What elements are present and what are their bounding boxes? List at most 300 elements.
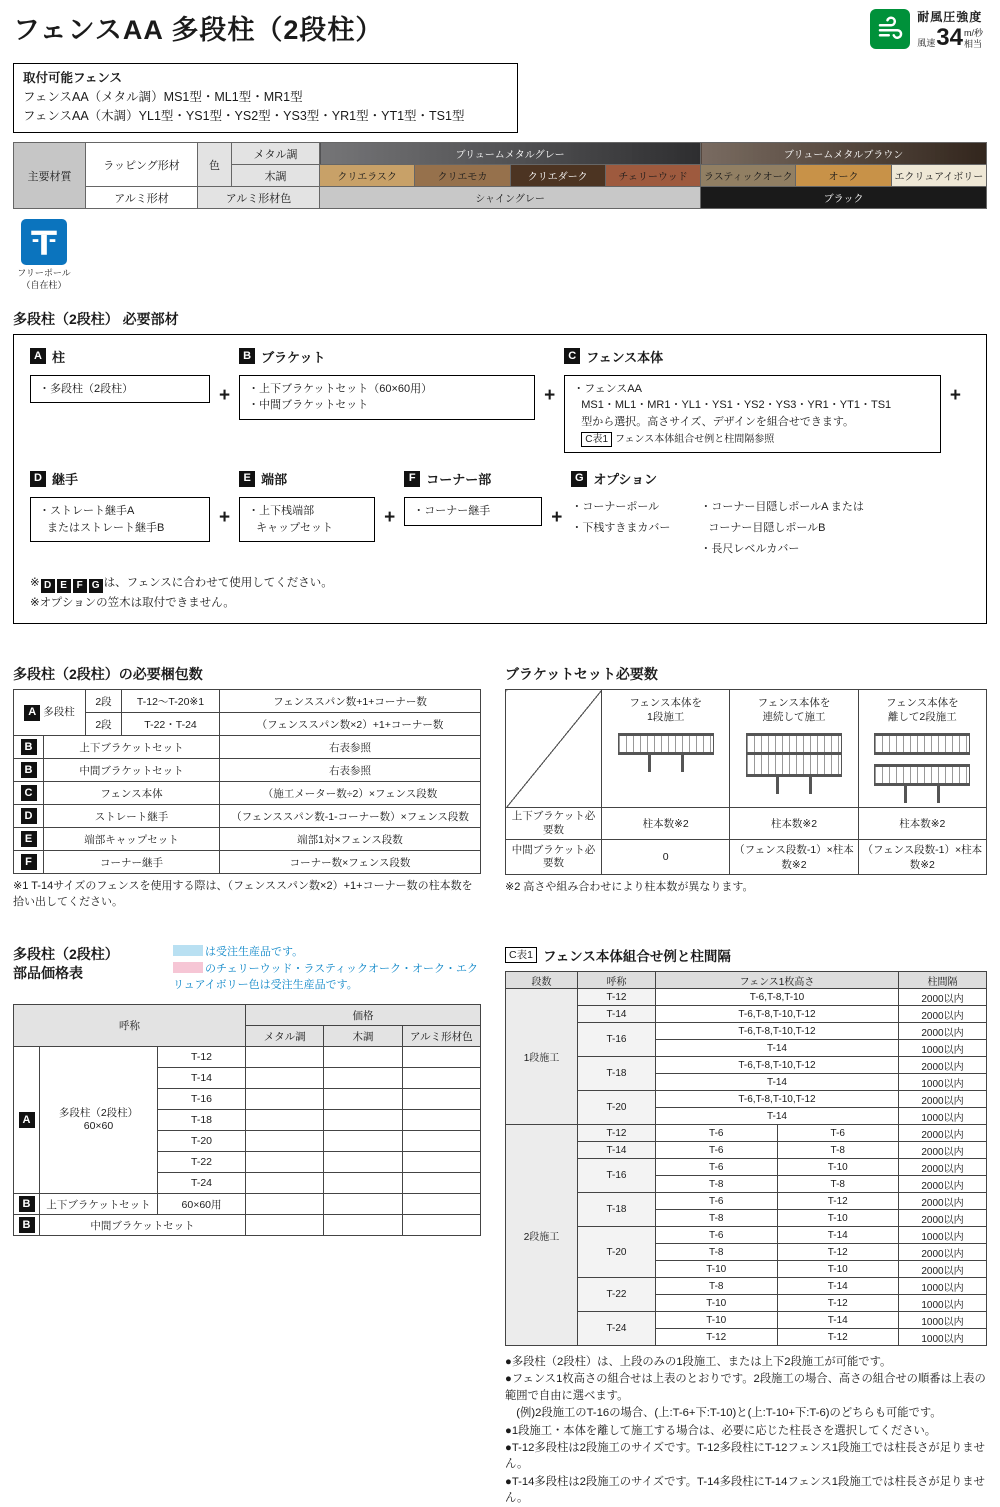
wind-text (917, 8, 983, 50)
price-value-cell (246, 1131, 324, 1152)
part-post-title: 柱 (52, 349, 66, 365)
bracket-col-single: フェンス本体を 1段施工 (602, 690, 730, 808)
package-dan-cell: 2段 (86, 713, 122, 736)
package-badge-cell (14, 782, 44, 805)
note-badge-e: E (57, 579, 71, 593)
footnotes (505, 1354, 987, 1506)
ctable-pitch-cell: 2000以内 (899, 1091, 987, 1108)
bracket-middle-label: 中間ブラケット必要数 (506, 840, 602, 875)
compatible-fence-line-wood: フェンスAA（木調）YL1型・YS1型・YS2型・YS3型・YR1型・YT1型・TS1型 (23, 108, 465, 123)
footnote: (例)2段施工のT-16の場合、(上:T-6+下:T-10)と(上:T-10+下:T-6)のどちらも可能です。 (505, 1407, 942, 1420)
ctable-height-cell: T-14 (656, 1040, 899, 1057)
price-value-cell (246, 1194, 324, 1215)
price-value-cell (402, 1047, 480, 1068)
ctable-pitch-cell: 1000以内 (899, 1040, 987, 1057)
swatch-rustic-oak: ラスティックオーク (701, 165, 796, 187)
package-size-cell: T-12〜T-20※1 (122, 690, 220, 713)
material-row-alumi (14, 187, 987, 209)
ctable-heading: フェンス本体組合せ例と柱間隔 (542, 949, 731, 965)
bracket-updown-row (506, 808, 987, 840)
price-col-name: 呼称 (14, 1005, 246, 1047)
ctable-height-cell: T-14 (656, 1074, 899, 1091)
ctable-row (506, 1142, 987, 1159)
swatch-crea-rusk: クリエラスク (320, 165, 415, 187)
package-dan-cell: 2段 (86, 690, 122, 713)
legend-swatch-pink (173, 962, 203, 973)
ctable-row (506, 1227, 987, 1244)
compatible-fence-line-metal: フェンスAA（メタル調）MS1型・ML1型・MR1型 (23, 89, 303, 104)
ctable-height-cell: T-12 (656, 1329, 778, 1346)
ctable-height-cell: T-6 (656, 1227, 778, 1244)
item-badge: B (21, 762, 37, 778)
fence-diagram-separated (874, 733, 970, 803)
item-badge: D (21, 808, 37, 824)
part-option-items: ・コーナーポール ・下桟すきまカバー ・コーナー目隠しポールA または コーナー目隠しポールB ・長尺レベルカバー (571, 501, 864, 556)
ctable-pitch-cell: 2000以内 (899, 1261, 987, 1278)
swatch-blume-metal-gray: ブリュームメタルグレー (320, 143, 701, 165)
package-row (14, 690, 481, 713)
ctable-row (506, 1125, 987, 1142)
package-a-cell: A 多段柱 (14, 690, 86, 736)
package-label-cell: 中間ブラケットセット (44, 759, 220, 782)
package-row (14, 736, 481, 759)
wind-speed-unit: m/秒 (964, 28, 983, 39)
wind-speed-value: 34 (936, 24, 963, 51)
package-formula-cell: （施工メーター数÷2）×フェンス段数 (220, 782, 481, 805)
ctable-name-cell: T-22 (578, 1278, 656, 1312)
ctable-height-cell: T-6,T-8,T-10 (656, 989, 899, 1006)
price-value-cell (246, 1173, 324, 1194)
price-item-cell: T-16 (158, 1089, 246, 1110)
swatch-shine-gray: シャイングレー (320, 187, 701, 209)
alumi-color-label: アルミ形材色 (198, 187, 320, 209)
package-badge-cell (14, 828, 44, 851)
part-fence-body (564, 347, 941, 454)
price-item-cell: T-12 (158, 1047, 246, 1068)
ctable-col-name: 呼称 (578, 972, 656, 989)
package-badge-cell (14, 736, 44, 759)
bracket-middle-value: 0 (602, 840, 730, 875)
freepole-mark (13, 219, 75, 291)
ctable-col-dan: 段数 (506, 972, 578, 989)
package-badge-cell (14, 805, 44, 828)
ctable-height-cell: T-12 (777, 1295, 899, 1312)
part-fence-body-box: ・フェンスAA MS1・ML1・MR1・YL1・YS1・YS2・YS3・YR1・YT1・TS1 型から選択。高さサイズ、デザインを組合せできます。 C表1 フェンス本体組合せ例と柱間隔参照 (564, 375, 941, 454)
main-material-label: 主要材質 (14, 143, 86, 209)
ctable-height-cell: T-8 (777, 1142, 899, 1159)
part-end-title: 端部 (261, 472, 288, 488)
ctable-height-cell: T-10 (656, 1261, 778, 1278)
ctable-height-cell: T-6 (777, 1125, 899, 1142)
item-badge-a: A (30, 348, 46, 364)
price-value-cell (246, 1089, 324, 1110)
item-badge-d: D (30, 471, 46, 487)
ctable-dan-cell: 1段施工 (506, 989, 578, 1125)
price-value-cell (246, 1047, 324, 1068)
ctable-pitch-cell: 2000以内 (899, 1176, 987, 1193)
material-row-metal (14, 143, 987, 165)
price-value-cell (402, 1089, 480, 1110)
package-size-cell: T-22・T-24 (122, 713, 220, 736)
freepole-icon (21, 219, 67, 265)
fence-diagram-stacked (746, 733, 842, 794)
wood-tone-label: 木調 (232, 165, 320, 187)
package-badge-cell (14, 851, 44, 874)
package-row (14, 759, 481, 782)
ctable-height-cell: T-12 (777, 1244, 899, 1261)
fence-diagram-single (618, 733, 714, 772)
price-value-cell (324, 1131, 402, 1152)
ctable-reference-badge: C表1 (581, 432, 612, 447)
ctable-row (506, 1091, 987, 1108)
package-label-cell: フェンス本体 (44, 782, 220, 805)
ctable-name-cell: T-18 (578, 1193, 656, 1227)
ctable-pitch-cell: 1000以内 (899, 1295, 987, 1312)
ctable-reference: C表1 フェンス本体組合せ例と柱間隔参照 (573, 432, 932, 447)
price-value-cell (324, 1110, 402, 1131)
price-badge-cell (14, 1194, 40, 1215)
part-end-box: ・上下桟端部 キャップセット (239, 497, 375, 542)
footnote: ●T-12多段柱は2段施工のサイズです。T-12多段柱にT-12フェンス1段施工では柱長さが足りません。 (505, 1441, 985, 1471)
item-badge-g: G (571, 471, 587, 487)
bracket-middle-value: （フェンス段数-1）×柱本数※2 (730, 840, 858, 875)
ctable-badge: C表1 (505, 947, 537, 963)
legend-made-to-order: は受注生産品です。 (173, 945, 481, 960)
footnote: ●1段施工・本体を離して施工する場合は、必要に応じた柱長さを選択してください。 (505, 1424, 937, 1437)
price-badge-cell (14, 1047, 40, 1194)
price-value-cell (246, 1068, 324, 1089)
item-badge: B (19, 1196, 35, 1212)
swatch-black: ブラック (701, 187, 987, 209)
bracket-updown-value: 柱本数※2 (602, 808, 730, 840)
price-row (14, 1194, 481, 1215)
item-badge: A (19, 1112, 35, 1128)
item-badge: B (21, 739, 37, 755)
part-option (571, 469, 970, 560)
ctable-height-cell: T-10 (777, 1210, 899, 1227)
price-name-cell: 上下ブラケットセット (40, 1194, 158, 1215)
price-value-cell (324, 1089, 402, 1110)
parts-note-2: ※オプションの笠木は取付できません。 (30, 597, 235, 610)
ctable-height-cell: T-6,T-8,T-10,T-12 (656, 1057, 899, 1074)
ctable-pitch-cell: 1000以内 (899, 1074, 987, 1091)
swatch-ecru-ivory: エクリュアイボリー (891, 165, 986, 187)
item-badge: F (21, 854, 37, 870)
price-col-wood: 木調 (324, 1026, 402, 1047)
package-formula-cell: 右表参照 (220, 736, 481, 759)
compatible-fence-box (13, 63, 518, 133)
package-note: ※1 T-14サイズのフェンスを使用する際は、（フェンススパン数×2）+1+コーナー数の柱本数を拾い出してください。 (13, 880, 473, 909)
bracket-updown-value: 柱本数※2 (858, 808, 986, 840)
ctable-pitch-cell: 1000以内 (899, 1108, 987, 1125)
plus-sign: + (949, 384, 961, 406)
part-end (239, 469, 375, 542)
price-value-cell (246, 1215, 324, 1236)
ctable-height-cell: T-6,T-8,T-10,T-12 (656, 1006, 899, 1023)
price-value-cell (324, 1173, 402, 1194)
ctable-height-cell: T-10 (777, 1261, 899, 1278)
part-joint (30, 469, 210, 542)
ctable-height-cell: T-14 (777, 1227, 899, 1244)
ctable-name-cell: T-24 (578, 1312, 656, 1346)
ctable-name-cell: T-12 (578, 989, 656, 1006)
ctable-pitch-cell: 2000以内 (899, 1193, 987, 1210)
ctable-name-cell: T-14 (578, 1006, 656, 1023)
ctable-row (506, 1006, 987, 1023)
part-bracket-box: ・上下ブラケットセット（60×60用） ・中間ブラケットセット (239, 375, 535, 420)
ctable-pitch-cell: 2000以内 (899, 1057, 987, 1074)
price-heading: 多段柱（2段柱） 部品価格表 (13, 946, 119, 981)
part-post (30, 347, 210, 404)
ctable-height-cell: T-8 (777, 1176, 899, 1193)
ctable-height-cell: T-6 (656, 1142, 778, 1159)
ctable-row (506, 1193, 987, 1210)
price-value-cell (402, 1173, 480, 1194)
ctable-pitch-cell: 1000以内 (899, 1227, 987, 1244)
material-color-table (13, 142, 987, 209)
bracket-header-row (506, 690, 987, 808)
item-badge-b: B (239, 348, 255, 364)
wind-strength-label: 耐風圧強度 (917, 10, 983, 24)
wind-speed-prefix: 風速 (917, 38, 936, 48)
ctable-name-cell: T-16 (578, 1023, 656, 1057)
item-badge: B (19, 1217, 35, 1233)
price-value-cell (246, 1110, 324, 1131)
part-corner (404, 469, 542, 526)
ctable-pitch-cell: 2000以内 (899, 1023, 987, 1040)
ctable-name-cell: T-20 (578, 1227, 656, 1278)
price-value-cell (402, 1194, 480, 1215)
metal-tone-label: メタル調 (232, 143, 320, 165)
footnote: ●T-14多段柱は2段施工のサイズです。T-14多段柱にT-14フェンス1段施工では柱長さが足りません。 (505, 1475, 985, 1505)
ctable-pitch-cell: 1000以内 (899, 1312, 987, 1329)
footnote: ●フェンス1枚高さの組合せは上表のとおりです。2段施工の場合、高さの組合せの順番は上表の範囲で自由に選べます。 (505, 1373, 986, 1402)
ctable-height-cell: T-6,T-8,T-10,T-12 (656, 1023, 899, 1040)
price-name-cell: 中間ブラケットセット (40, 1215, 246, 1236)
price-item-cell: T-18 (158, 1110, 246, 1131)
required-parts-box (13, 334, 987, 624)
swatch-crea-dark: クリエダーク (510, 165, 605, 187)
price-value-cell (324, 1068, 402, 1089)
parts-note-1: ※ D E F G は、フェンスに合わせて使用してください。 (30, 576, 333, 591)
ctable-row (506, 1312, 987, 1329)
ctable-header-row (506, 972, 987, 989)
package-badge-cell (14, 759, 44, 782)
ctable-height-cell: T-10 (656, 1295, 778, 1312)
parts-section-heading: 多段柱（2段柱） 必要部材 (13, 310, 179, 327)
ctable-height-cell: T-10 (777, 1159, 899, 1176)
ctable-row (506, 1023, 987, 1040)
legend-swatch-blue (173, 945, 203, 956)
ctable-name-cell: T-18 (578, 1057, 656, 1091)
alumi-material-label: アルミ形材 (86, 187, 198, 209)
price-value-cell (402, 1110, 480, 1131)
ctable-height-cell: T-14 (656, 1108, 899, 1125)
price-value-cell (324, 1215, 402, 1236)
ctable-pitch-cell: 2000以内 (899, 1142, 987, 1159)
ctable-pitch-cell: 2000以内 (899, 1125, 987, 1142)
ctable-row (506, 1159, 987, 1176)
ctable-height-cell: T-8 (656, 1244, 778, 1261)
ctable-col-pitch: 柱間隔 (899, 972, 987, 989)
swatch-cherry-wood: チェリーウッド (605, 165, 700, 187)
page-header (13, 8, 987, 50)
ctable-pitch-cell: 2000以内 (899, 1244, 987, 1261)
swatch-oak: オーク (796, 165, 891, 187)
price-badge-cell (14, 1215, 40, 1236)
ctable-height-cell: T-6 (656, 1193, 778, 1210)
wind-resistance-badge (870, 8, 987, 50)
part-joint-title: 継手 (52, 472, 79, 488)
bracket-count-heading: ブラケットセット必要数 (505, 666, 658, 683)
bracket-col-continuous: フェンス本体を 連続して施工 (730, 690, 858, 808)
bracket-count-section (505, 664, 987, 896)
ctable-name-cell: T-16 (578, 1159, 656, 1193)
note-badge-g: G (89, 579, 103, 593)
plus-sign: + (219, 384, 231, 406)
price-item-cell: T-14 (158, 1068, 246, 1089)
combination-section (505, 945, 987, 1507)
part-fence-body-title: フェンス本体 (586, 349, 664, 365)
part-joint-box: ・ストレート継手A またはストレート継手B (30, 497, 210, 542)
ctable-height-cell: T-6 (656, 1159, 778, 1176)
ctable-height-cell: T-8 (656, 1210, 778, 1227)
package-formula-cell: （フェンススパン数×2）+1+コーナー数 (220, 713, 481, 736)
package-label-cell: ストレート継手 (44, 805, 220, 828)
note-badge-d: D (41, 579, 55, 593)
bracket-middle-value: （フェンス段数-1）×柱本数※2 (858, 840, 986, 875)
combination-table (505, 971, 987, 1346)
ctable-row (506, 1057, 987, 1074)
price-col-alumi: アルミ形材色 (402, 1026, 480, 1047)
wind-speed-suffix: 相当 (964, 38, 983, 49)
package-count-section (13, 664, 481, 911)
ctable-height-cell: T-6,T-8,T-10,T-12 (656, 1091, 899, 1108)
part-option-title: オプション (593, 472, 658, 488)
price-table (13, 1004, 481, 1236)
price-section (13, 945, 481, 1236)
package-formula-cell: コーナー数×フェンス段数 (220, 851, 481, 874)
item-badge-c: C (564, 348, 580, 364)
item-badge: A (24, 705, 40, 721)
package-row (14, 782, 481, 805)
ctable-height-cell: T-14 (777, 1278, 899, 1295)
swatch-blume-metal-brown: ブリュームメタルブラウン (701, 143, 987, 165)
ctable-pitch-cell: 2000以内 (899, 989, 987, 1006)
bracket-count-table (505, 689, 987, 875)
ctable-height-cell: T-8 (656, 1176, 778, 1193)
price-value-cell (324, 1194, 402, 1215)
package-row (14, 851, 481, 874)
part-bracket-title: ブラケット (261, 349, 326, 365)
ctable-title (505, 945, 987, 965)
plus-sign: + (219, 507, 231, 529)
package-formula-cell: フェンススパン数+1+コーナー数 (220, 690, 481, 713)
ctable-height-cell: T-10 (656, 1312, 778, 1329)
ctable-name-cell: T-12 (578, 1125, 656, 1142)
bracket-updown-value: 柱本数※2 (730, 808, 858, 840)
bracket-middle-row (506, 840, 987, 875)
ctable-pitch-cell: 1000以内 (899, 1278, 987, 1295)
item-badge-e: E (239, 471, 255, 487)
package-count-heading: 多段柱（2段柱）の必要梱包数 (13, 666, 203, 683)
ctable-pitch-cell: 1000以内 (899, 1329, 987, 1346)
page-title: フェンスAA 多段柱（2段柱） (13, 15, 384, 45)
bracket-col-separated: フェンス本体を 離して2段施工 (858, 690, 986, 808)
item-badge: C (21, 785, 37, 801)
package-label-cell: 端部キャップセット (44, 828, 220, 851)
plus-sign: + (384, 507, 396, 529)
part-post-box: ・多段柱（2段柱） (30, 375, 210, 404)
swatch-crea-mocha: クリエモカ (415, 165, 510, 187)
price-item-cell: 60×60用 (158, 1194, 246, 1215)
price-value-cell (324, 1047, 402, 1068)
price-value-cell (324, 1152, 402, 1173)
package-formula-cell: （フェンススパン数-1-コーナー数）×フェンス段数 (220, 805, 481, 828)
price-row (14, 1047, 481, 1068)
ctable-row (506, 1278, 987, 1295)
ctable-height-cell: T-8 (656, 1278, 778, 1295)
package-row (14, 805, 481, 828)
ctable-pitch-cell: 2000以内 (899, 1210, 987, 1227)
price-value-cell (402, 1068, 480, 1089)
price-name-cell: 多段柱（2段柱） 60×60 (40, 1047, 158, 1194)
ctable-height-cell: T-14 (777, 1312, 899, 1329)
package-label-cell: コーナー継手 (44, 851, 220, 874)
bracket-note: ※2 高さや組み合わせにより柱本数が異なります。 (505, 881, 754, 894)
ctable-row (506, 989, 987, 1006)
item-badge-f: F (404, 471, 420, 487)
freepole-label: フリーポール （自在柱） (17, 268, 71, 290)
price-col-price: 価格 (246, 1005, 481, 1026)
ctable-height-cell: T-6 (656, 1125, 778, 1142)
bracket-updown-label: 上下ブラケット必要数 (506, 808, 602, 840)
part-corner-box: ・コーナー継手 (404, 497, 542, 526)
parts-notes (30, 573, 970, 613)
package-formula-cell: 右表参照 (220, 759, 481, 782)
price-legend (173, 945, 481, 995)
price-value-cell (402, 1131, 480, 1152)
price-row (14, 1215, 481, 1236)
price-value-cell (246, 1152, 324, 1173)
plus-sign: + (544, 384, 556, 406)
ctable-pitch-cell: 2000以内 (899, 1006, 987, 1023)
price-header-row (14, 1005, 481, 1026)
part-bracket (239, 347, 535, 420)
ctable-dan-cell: 2段施工 (506, 1125, 578, 1346)
legend-wood-colors: のチェリーウッド・ラスティックオーク・オーク・エクリュアイボリー色は受注生産品です。 (173, 963, 479, 991)
package-row (14, 828, 481, 851)
part-corner-title: コーナー部 (426, 472, 492, 488)
package-formula-cell: 端部1対×フェンス段数 (220, 828, 481, 851)
ctable-col-height: フェンス1枚高さ (656, 972, 899, 989)
ctable-pitch-cell: 2000以内 (899, 1159, 987, 1176)
ctable-height-cell: T-12 (777, 1193, 899, 1210)
plus-sign: + (551, 507, 563, 529)
note-badge-f: F (73, 579, 87, 593)
price-item-cell: T-24 (158, 1173, 246, 1194)
package-count-table (13, 689, 481, 874)
ctable-name-cell: T-20 (578, 1091, 656, 1125)
price-col-metal: メタル調 (246, 1026, 324, 1047)
compatible-fence-title: 取付可能フェンス (23, 71, 123, 85)
ctable-height-cell: T-12 (777, 1329, 899, 1346)
package-label-cell: 上下ブラケットセット (44, 736, 220, 759)
price-value-cell (402, 1152, 480, 1173)
price-item-cell: T-22 (158, 1152, 246, 1173)
color-label: 色 (198, 143, 232, 187)
wrapping-material-label: ラッピング形材 (86, 143, 198, 187)
